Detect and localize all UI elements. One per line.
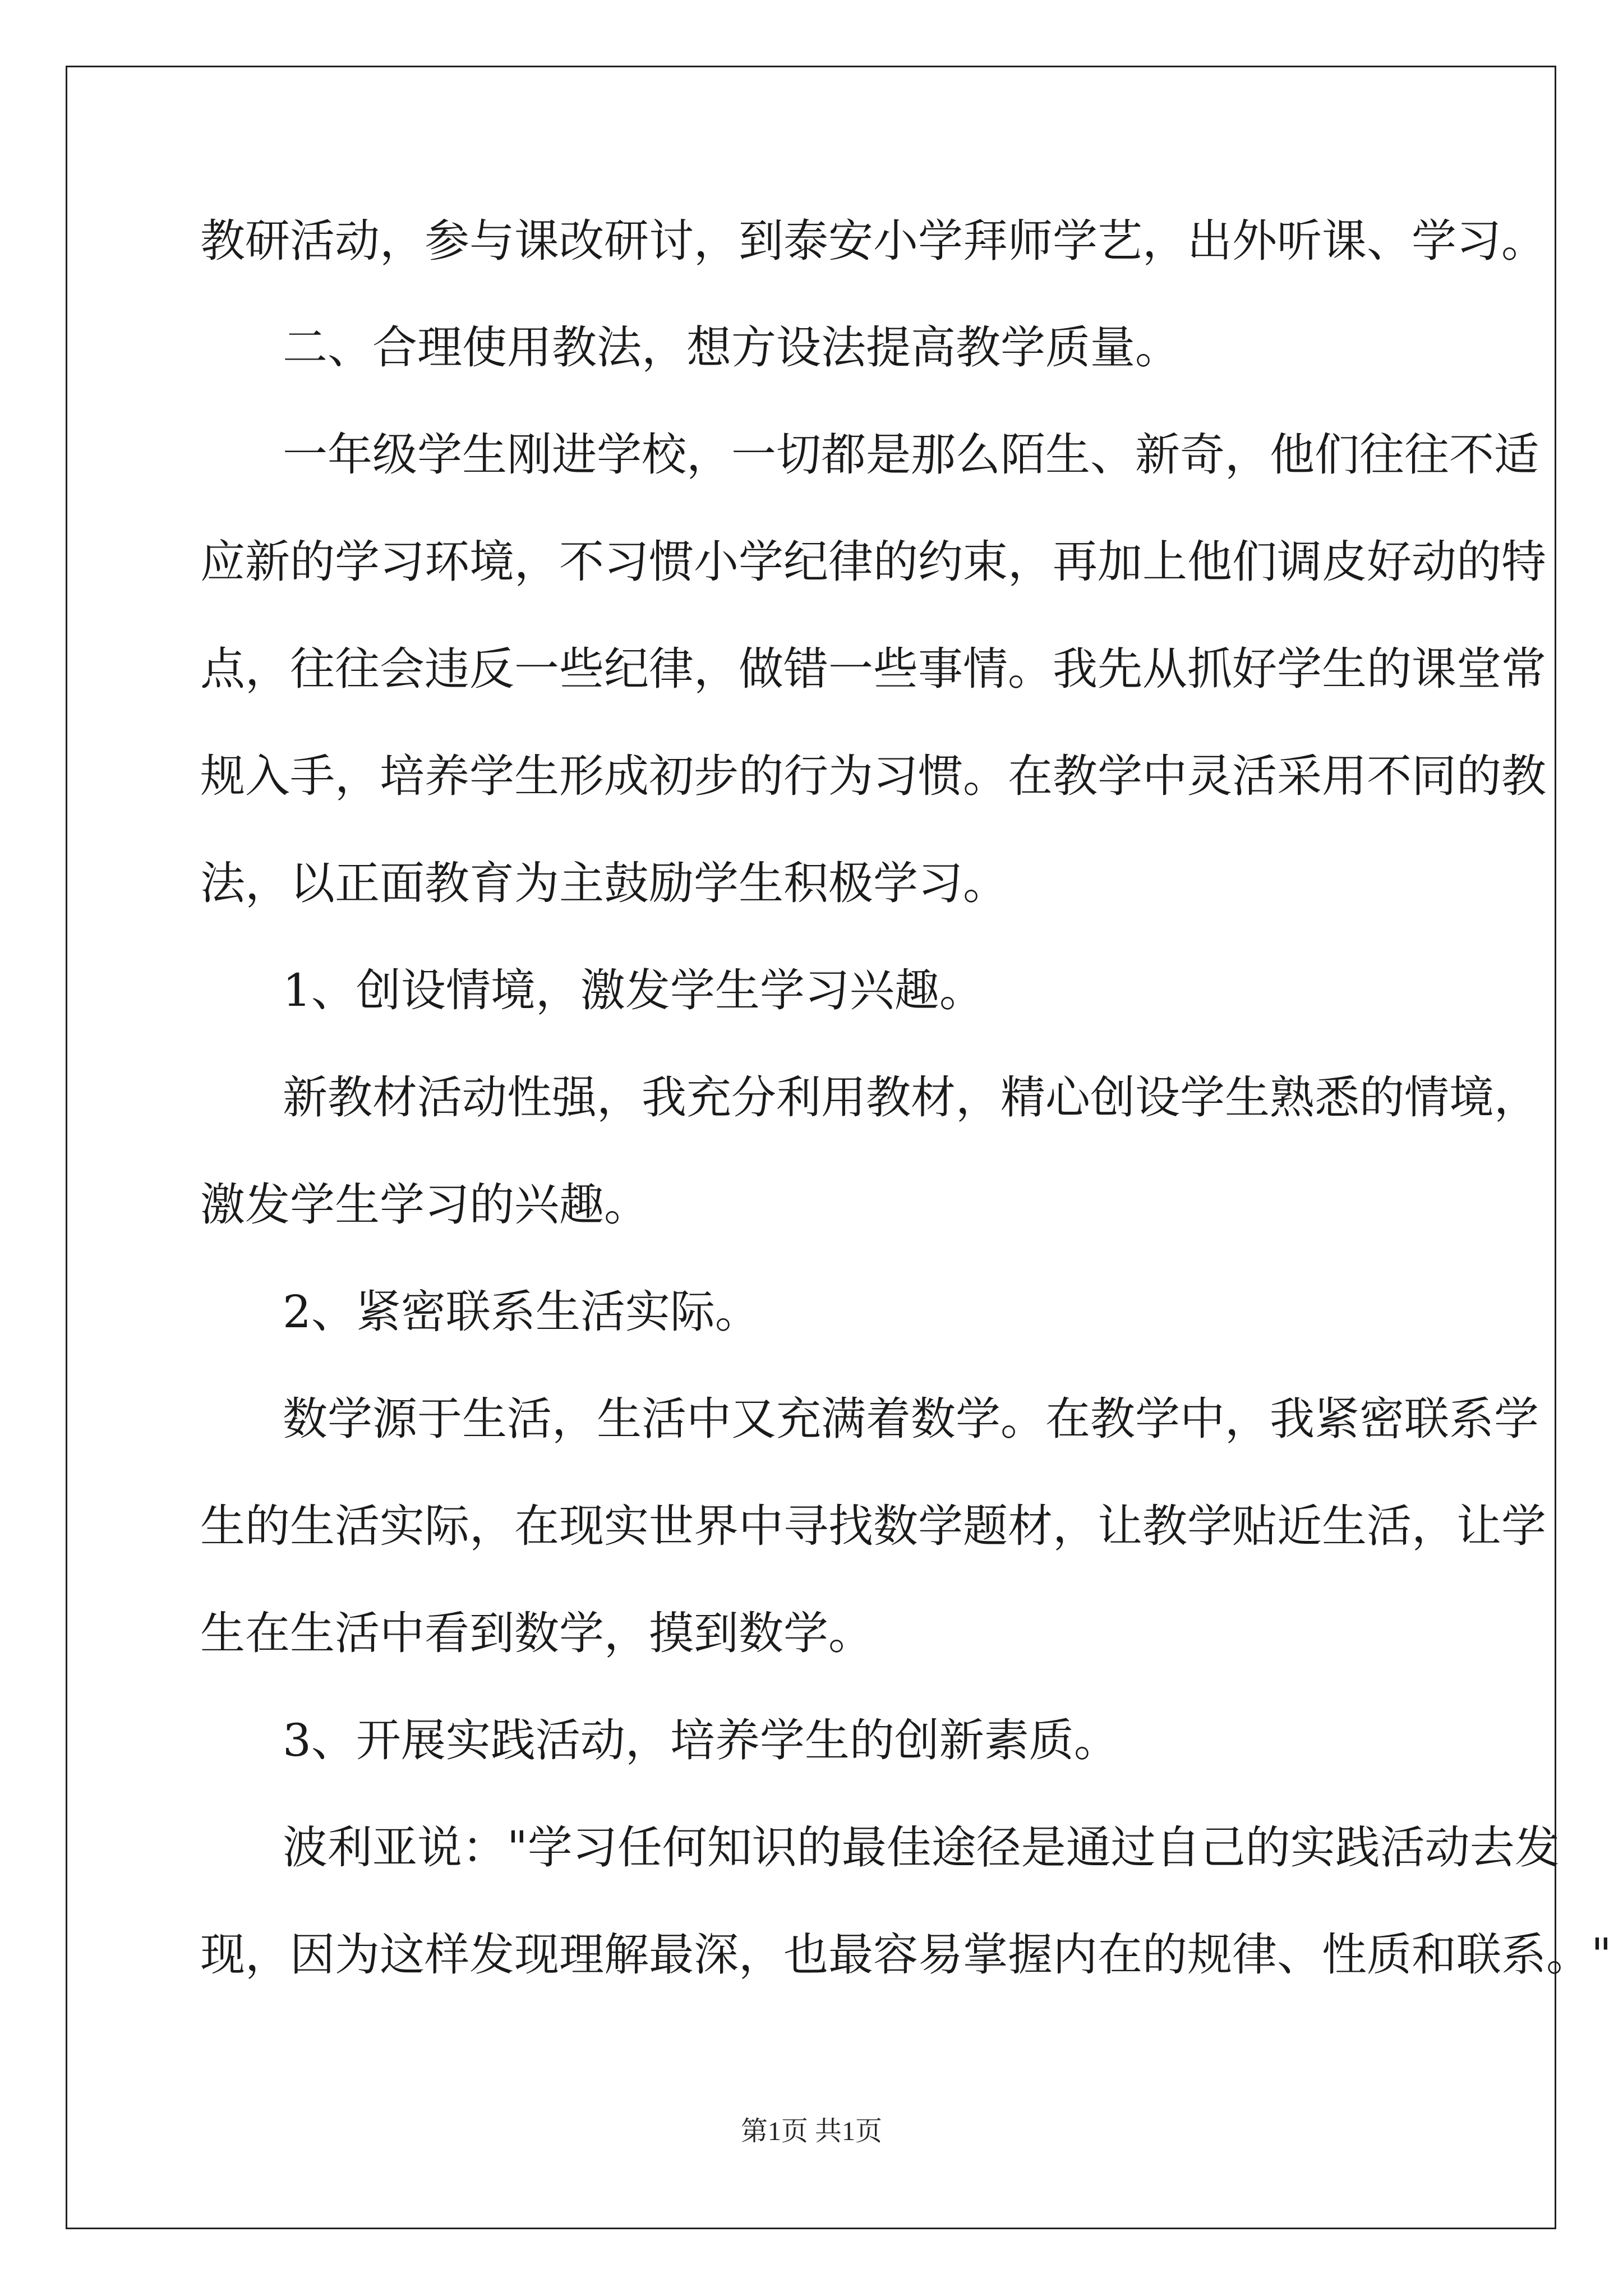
text-line: 现，因为这样发现理解最深，也最容易掌握内在的规律、性质和联系。" bbox=[200, 1929, 1612, 1981]
subsection-heading: 2、紧密联系生活实际。 bbox=[283, 1286, 760, 1338]
text-line: 一年级学生刚进学校，一切都是那么陌生、新奇，他们往往不适 bbox=[283, 429, 1539, 481]
subsection-heading: 3、开展实践活动，培养学生的创新素质。 bbox=[283, 1714, 1119, 1766]
subsection-heading: 1、创设情境，激发学生学习兴趣。 bbox=[283, 964, 984, 1016]
page-number-footer: 第1页 共1页 bbox=[740, 2116, 882, 2146]
text-line: 点，往往会违反一些纪律，做错一些事情。我先从抓好学生的课堂常 bbox=[200, 643, 1546, 695]
text-line: 教研活动，参与课改研讨，到泰安小学拜师学艺，出外听课、学习。 bbox=[200, 215, 1546, 267]
text-line: 规入手，培养学生形成初步的行为习惯。在教学中灵活采用不同的教 bbox=[200, 750, 1546, 802]
page-border bbox=[66, 66, 1556, 2229]
text-line: 法，以正面教育为主鼓励学生积极学习。 bbox=[200, 857, 1008, 909]
text-line: 应新的学习环境，不习惯小学纪律的约束，再加上他们调皮好动的特 bbox=[200, 536, 1546, 588]
text-line: 生在生活中看到数学，摸到数学。 bbox=[200, 1607, 873, 1659]
section-heading: 二、合理使用教法，想方设法提高教学质量。 bbox=[283, 321, 1180, 374]
text-line: 激发学生学习的兴趣。 bbox=[200, 1179, 649, 1231]
text-line: 数学源于生活，生活中又充满着数学。在教学中，我紧密联系学 bbox=[283, 1393, 1539, 1445]
text-line: 新教材活动性强，我充分利用教材，精心创设学生熟悉的情境， bbox=[283, 1071, 1539, 1124]
text-line: 生的生活实际，在现实世界中寻找数学题材，让教学贴近生活，让学 bbox=[200, 1500, 1546, 1552]
text-line: 波利亚说："学习任何知识的最佳途径是通过自己的实践活动去发 bbox=[283, 1821, 1560, 1874]
